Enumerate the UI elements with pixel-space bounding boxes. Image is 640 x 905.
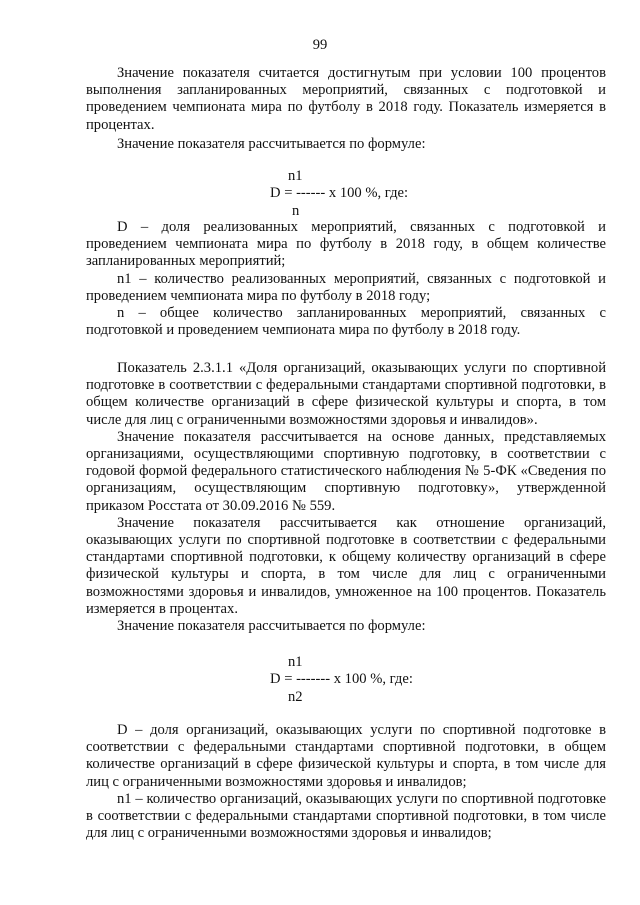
s1-formula-intro: Значение показателя рассчитывается по формуле: [117, 136, 426, 152]
s1-formula-equation: D = ------ x 100 %, где: [270, 185, 409, 201]
s1-def-n: n – общее количество запланированных мероприятий, связанных с подготовкой и проведением чемпионата мира по футболу в 2018 году. [86, 305, 606, 339]
s1-paragraph-text: Значение показателя считается достигнутым при условии 100 процентов выполнения запланированных мероприятий, связанных с подготовкой и проведением чемпионата мира по футболу в 2018 году. Показатель измеряется в процентах. [86, 65, 606, 133]
s2-formula-intro: Значение показателя рассчитывается по формуле: [117, 618, 426, 635]
s2-formula-numerator: n1 [288, 654, 303, 670]
s2-data-source: Значение показателя рассчитывается на основе данных, представляемых организациями, осуществляющими спортивную подготовку, в соответствии с годовой формой федерального статистического наблюдения № 5-ФК «Сведения по организациям, осуществляющим спортивную подготовку», утвержденной приказом Росстата от 30.09.2016 № 559. [86, 428, 606, 514]
s1-para-1 [86, 65, 606, 134]
s1-formula-numerator: n1 [288, 168, 303, 184]
s2-calculation: Значение показателя рассчитывается как отношение организаций, оказывающих услуги по спортивной подготовке в соответствии с федеральными стандартами спортивной подготовки, к общему количеству организаций в сфере физической культуры и спорта, в том числе для лиц с ограниченными возможностями здоровья и инвалидов, умноженное на 100 процентов. Показатель измеряется в процентах. [86, 514, 606, 617]
s1-para-2 [86, 136, 606, 153]
s2-formula-equation: D = ------- x 100 %, где: [270, 671, 413, 687]
s2-indicator-title: Показатель 2.3.1.1 «Доля организаций, оказывающих услуги по спортивной подготовке в соответствии с федеральными стандартами спортивной подготовки, в общем количестве организаций в сфере физической культуры и спорта, в том числе для лиц с ограниченными возможностями здоровья и инвалидов». [86, 360, 606, 428]
s1-def-n1: n1 – количество реализованных мероприятий, связанных с подготовкой и проведением чемпионата мира по футболу в 2018 году; [86, 270, 606, 304]
s1-definitions [86, 219, 606, 339]
s1-def-d: D – доля реализованных мероприятий, связанных с подготовкой и проведением чемпионата мира по футболу в 2018 году, в общем количестве запланированных мероприятий; [86, 219, 606, 270]
s2-def-n1: n1 – количество организаций, оказывающих услуги по спортивной подготовке в соответствии с федеральными стандартами спортивной подготовки, в том числе для лиц с ограниченными возможностями здоровья и инвалидов; [86, 790, 606, 842]
page-number: 99 [312, 37, 328, 53]
s2-paragraphs [86, 360, 606, 635]
s2-formula-denominator: n2 [288, 689, 303, 705]
s2-def-d: D – доля организаций, оказывающих услуги по спортивной подготовке в соответствии с федеральными стандартами спортивной подготовки, в общем количестве организаций в сфере физической культуры и спорта, в том числе для лиц с ограниченными возможностями здоровья и инвалидов; [86, 722, 606, 790]
s1-formula-denominator: n [292, 203, 300, 219]
s2-definitions [86, 722, 606, 842]
